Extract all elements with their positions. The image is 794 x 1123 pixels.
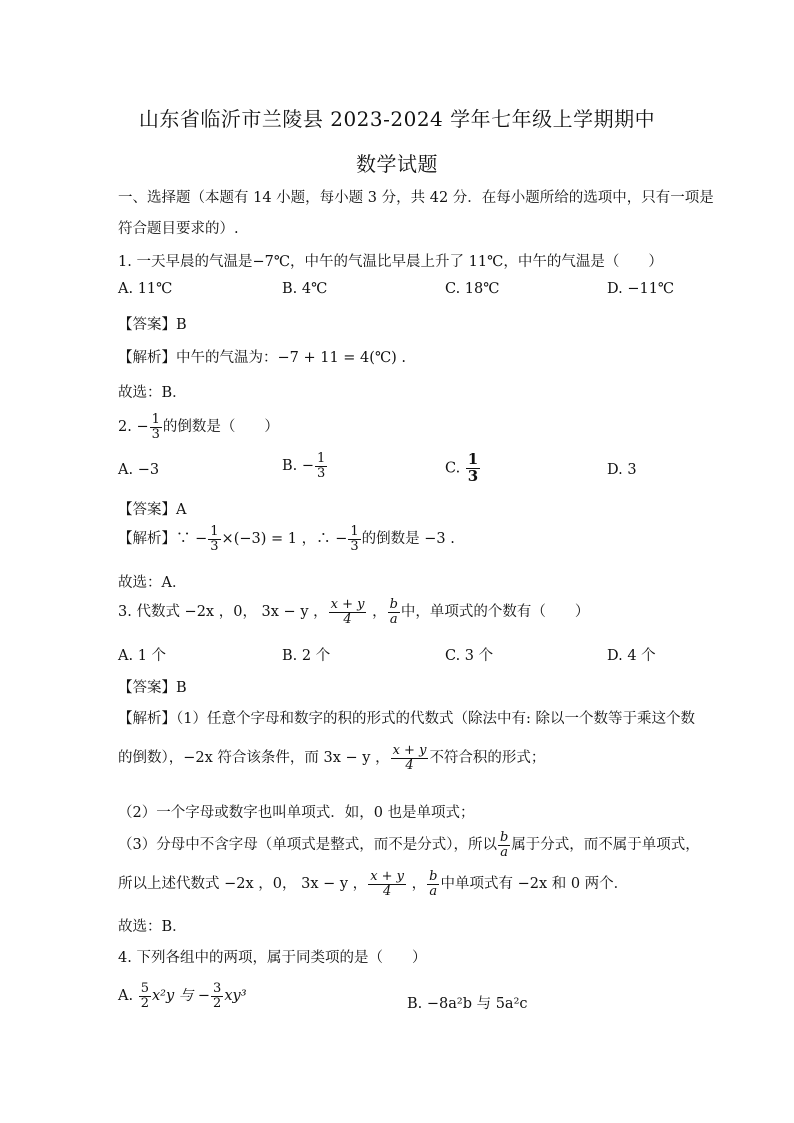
q3-analysis-line2-frac-num: x + y — [392, 743, 427, 758]
q4-option-a-frac2 — [211, 982, 223, 1010]
q3-analysis-line4-frac — [498, 831, 510, 859]
q2-option-b-den: 3 — [317, 465, 326, 481]
q3-analysis-line5-frac2 — [427, 870, 439, 898]
section-intro-line2: 符合题目要求的）. — [118, 221, 239, 237]
q4-option-a-frac1-den: 2 — [140, 995, 149, 1011]
q1-option-b: B. 4℃ — [282, 281, 328, 297]
q2-option-b-fraction — [315, 452, 327, 480]
q4-option-b: B. −8a²b 与 5a²c — [407, 996, 528, 1012]
q1-choose: 故选：B． — [118, 385, 187, 401]
q2-analysis — [118, 525, 455, 553]
q3-choose: 故选：B． — [118, 919, 187, 935]
q2-option-b — [282, 452, 328, 480]
q2-choose: 故选：A． — [118, 575, 187, 591]
q1-stem: 1. 一天早晨的气温是−7℃，中午的气温比早晨上升了 11℃，中午的气温是（ ） — [118, 254, 663, 270]
q3-stem-frac2 — [388, 598, 400, 626]
q2-option-c-fraction — [466, 452, 480, 485]
q3-analysis-line4-frac-den: a — [500, 844, 509, 860]
q3-analysis-line2-suffix: 不符合积的形式； — [429, 750, 546, 767]
q3-option-b: B. 2 个 — [282, 648, 331, 664]
q3-option-c: C. 3 个 — [445, 648, 494, 664]
q1-option-a: A. 11℃ — [118, 281, 173, 297]
q3-analysis-line2-frac-den: 4 — [405, 757, 414, 773]
q3-stem-suffix: 中，单项式的个数有（ ） — [400, 604, 590, 621]
q4-option-a-label: A. — [118, 988, 134, 1005]
q3-analysis-line4-suffix: 属于分式，而不属于单项式， — [511, 837, 700, 854]
q3-stem-frac1 — [329, 598, 367, 626]
q3-analysis-line4-frac-num: b — [499, 830, 509, 845]
q2-analysis-frac2 — [348, 525, 360, 553]
q2-option-b-prefix: B. − — [282, 458, 315, 475]
q3-stem-prefix: 3. 代数式 −2x ，0， 3x − y ， — [118, 604, 328, 621]
q2-option-c — [445, 452, 481, 485]
section-intro-line1: 一、选择题（本题有 14 小题，每小题 3 分，共 42 分．在每小题所给的选项中，只有一项是 — [118, 190, 714, 206]
q4-option-a-frac2-den: 2 — [213, 995, 222, 1011]
q3-analysis-line3: （2）一个字母或数字也叫单项式．如，0 也是单项式； — [118, 805, 475, 821]
q3-analysis-line2-prefix: 的倒数），−2x 符合该条件，而 3x − y ， — [118, 750, 390, 767]
q2-answer: 【答案】A — [118, 502, 187, 518]
page-title: 山东省临沂市兰陵县 2023-2024 学年七年级上学期期中 — [138, 107, 656, 131]
q2-analysis-frac1 — [208, 525, 220, 553]
q2-analysis-prefix: 【解析】∵ − — [118, 531, 208, 548]
q2-fraction-num: 1 — [151, 412, 160, 427]
q2-analysis-frac1-num: 1 — [210, 524, 219, 539]
q2-fraction — [150, 413, 162, 441]
q2-stem-prefix: 2. − — [118, 419, 149, 436]
q3-analysis-line5-frac2-num: b — [429, 869, 438, 884]
q3-analysis-line5: 所以上述代数式 −2x ，0， 3x − y ， $\frac{x + y}{4}$ ， $\frac{b}{a}$ 中单项式有 −2x 和 0 两个． — [118, 869, 629, 899]
q2-option-a: A. −3 — [118, 462, 160, 478]
q2-analysis-frac1-den: 3 — [210, 538, 219, 554]
q2-option-c-den: 3 — [467, 466, 479, 485]
q3-analysis-line2 — [118, 744, 545, 772]
q2-analysis-frac2-num: 1 — [350, 524, 359, 539]
q2-analysis-mid: ×(−3) = 1 ，∴ − — [221, 531, 348, 548]
page-subtitle: 数学试题 — [356, 152, 438, 176]
q3-analysis-line5-frac2-den: a — [429, 883, 438, 899]
q3-option-a: A. 1 个 — [118, 648, 167, 664]
q3-analysis-line5-frac1 — [368, 870, 406, 898]
q4-stem: 4. 下列各组中的两项，属于同类项的是（ ） — [118, 950, 427, 966]
q4-option-a-frac1-num: 5 — [140, 981, 149, 996]
q3-stem-frac2-den: a — [389, 611, 398, 627]
q3-analysis-line5-prefix: 所以上述代数式 −2x ，0， 3x − y ， — [118, 876, 368, 893]
q2-stem-suffix: 的倒数是（ ） — [162, 419, 279, 436]
q3-analysis-line4-prefix: （3）分母中不含字母（单项式是整式，而不是分式），所以 — [118, 837, 497, 854]
q3-stem-frac1-den: 4 — [343, 611, 352, 627]
q2-option-c-prefix: C. — [445, 460, 461, 477]
q3-option-d: D. 4 个 — [607, 648, 656, 664]
q1-analysis: 【解析】中午的气温为：−7 + 11 = 4(℃) . — [118, 350, 407, 366]
q3-analysis-line5-suffix: 中单项式有 −2x 和 0 两个． — [440, 876, 629, 893]
q3-stem: 3. 代数式 −2x ，0， 3x − y ， $\frac{x + y}{4}$ ， $\frac{b}{a}$ 中，单项式的个数有（ ） — [118, 597, 590, 627]
q2-analysis-frac2-den: 3 — [350, 538, 359, 554]
q1-answer: 【答案】B — [118, 317, 187, 333]
q3-analysis-line5-frac1-den: 4 — [382, 883, 392, 899]
q4-option-a-frac1 — [139, 982, 151, 1010]
q3-analysis-line5-frac1-num: x + y — [370, 869, 405, 884]
q2-option-b-num: 1 — [317, 451, 326, 466]
q4-option-a-tail: xy³ — [224, 988, 247, 1005]
q2-analysis-suffix: 的倒数是 −3 . — [361, 531, 455, 548]
q3-analysis-line2-frac — [391, 744, 429, 772]
q4-option-a — [118, 982, 247, 1010]
q3-analysis-line4 — [118, 831, 700, 859]
q3-stem-frac1-num: x + y — [330, 597, 365, 612]
q3-stem-frac2-num: b — [389, 597, 398, 612]
q1-option-c: C. 18℃ — [445, 281, 500, 297]
q4-option-a-frac2-num: 3 — [213, 981, 222, 996]
q3-analysis-line1: 【解析】（1）任意个字母和数字的积的形式的代数式（除法中有: 除以一个数等于乘这个数 — [118, 711, 695, 727]
q2-fraction-den: 3 — [151, 426, 160, 442]
q2-stem — [118, 413, 279, 441]
q1-option-d: D. −11℃ — [607, 281, 675, 297]
q4-option-a-mid: x²y 与 − — [151, 988, 211, 1005]
q3-answer: 【答案】B — [118, 680, 187, 696]
q2-option-c-num: 1 — [467, 450, 479, 468]
q2-option-d: D. 3 — [607, 462, 637, 478]
